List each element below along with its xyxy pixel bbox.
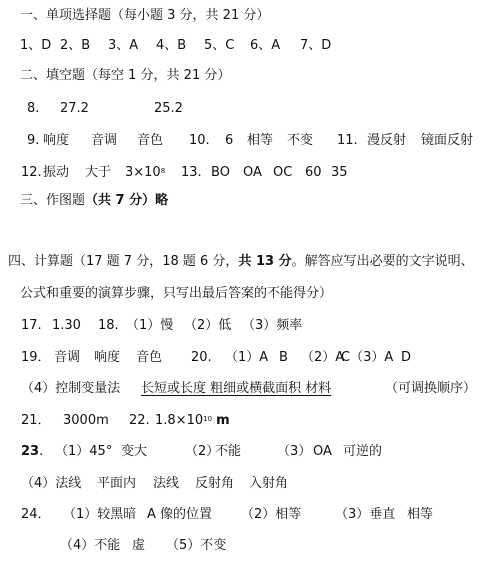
answer-2: 2、B <box>60 38 91 53</box>
section4-heading: 四、计算题（17 题 7 分，18 题 6 分，共 13 分。解答应写出必要的文字说明、 <box>8 254 474 269</box>
q9-number: 9. <box>27 133 40 148</box>
q23-item: OA <box>313 444 332 459</box>
q13-item: OA <box>243 165 262 180</box>
q9-item: 音调 <box>91 133 118 148</box>
q17-value: 1.30 <box>52 318 81 333</box>
q10-number: 10. <box>189 133 210 148</box>
q23-item: 不能 <box>215 444 242 459</box>
q13-number: 13. <box>181 165 202 180</box>
q11-number: 11. <box>337 133 358 148</box>
q23-line2-item: 平面内 <box>97 476 137 491</box>
q21-q22-line <box>21 413 230 429</box>
q17-q18-line <box>21 318 302 334</box>
q13-item: 35 <box>331 165 348 180</box>
q23-line2-item: （4）法线 <box>21 476 82 491</box>
q23-number: 23. <box>21 444 44 459</box>
q23-line <box>21 444 382 460</box>
q19-number: 19． <box>21 350 51 365</box>
q12-number: 12. <box>21 165 42 180</box>
q13-item: 60 <box>305 165 322 180</box>
q24-item: A 像的位置 <box>147 507 213 522</box>
answer-7: 7、D <box>300 38 332 53</box>
q24-line2-item: （4）不能 <box>60 538 121 553</box>
q21-number: 21． <box>21 413 51 428</box>
q24-item: （3）垂直 <box>335 507 396 522</box>
section4-heading-line2: 公式和重要的演算步骤，只写出最后答案的不能得分） <box>20 286 333 301</box>
q19-q20-line <box>21 350 411 366</box>
q10-item: 相等 <box>247 133 274 148</box>
q12-value: $3\times 10^8$ <box>125 165 166 180</box>
q20-item: B <box>279 350 288 365</box>
answer-3: 3、A <box>108 38 139 53</box>
q24-line2 <box>60 538 226 554</box>
q20-line2-suffix: （可调换顺序） <box>385 381 477 396</box>
q23-line2 <box>21 476 288 492</box>
section3-heading: 三、作图题（共 7 分）略 <box>20 193 169 208</box>
q12-item: 振动 <box>43 165 70 180</box>
q9-item: 音色 <box>137 133 164 148</box>
q24-line2-item: 虚 <box>132 538 146 553</box>
q24-item: （2）相等 <box>241 507 302 522</box>
q23-line2-item: 法线 <box>153 476 180 491</box>
q11-item: 漫反射 <box>367 133 407 148</box>
section1-heading: 一、单项选择题（每小题 3 分，共 21 分） <box>20 8 270 23</box>
q23-item: （1）45° <box>55 444 113 459</box>
q8-answer-b: 25.2 <box>154 101 183 116</box>
q23-item: 变大 <box>121 444 148 459</box>
q23-line2-item: 反射角 <box>195 476 235 491</box>
q9-q11-line <box>27 133 473 149</box>
q11-item: 镜面反射 <box>421 133 474 148</box>
q24-line2-item: （5）不变 <box>166 538 227 553</box>
q20-line2 <box>21 381 476 397</box>
q12-item: 大于 <box>85 165 112 180</box>
q23-item: （3） <box>277 444 312 459</box>
q19-item: 音调 <box>54 350 81 365</box>
q13-item: BO <box>211 165 230 180</box>
q24-item: （1）较黑暗 <box>63 507 137 522</box>
q20-item: C（3）A <box>341 350 394 365</box>
q20-number: 20. <box>191 350 212 365</box>
q12-q13-line <box>21 165 348 181</box>
q20-item: （1）A <box>225 350 269 365</box>
q10-item: 不变 <box>287 133 314 148</box>
q19-item: 响度 <box>94 350 121 365</box>
q21-value: 3000m <box>63 413 109 428</box>
q23-item: （2） <box>185 444 220 459</box>
section1-answers <box>20 38 331 54</box>
q20-item: （2）A <box>301 350 345 365</box>
q22-number: 22. <box>129 413 150 428</box>
q13-item: OC <box>273 165 293 180</box>
q20-line2-underlined: 长短或长度 粗细或横截面积 材料 <box>141 381 332 396</box>
q24-line <box>21 507 433 523</box>
q24-item: 相等 <box>407 507 434 522</box>
q17-number: 17. <box>21 318 42 333</box>
answer-4: 4、B <box>156 38 187 53</box>
answer-5: 5、C <box>204 38 235 53</box>
section2-heading: 二、填空题（每空 1 分，共 21 分） <box>20 68 231 83</box>
q8-answer-a: 27.2 <box>60 101 89 116</box>
q18-number: 18. <box>98 318 119 333</box>
q18-item: （2）低 <box>184 318 232 333</box>
q18-item: （3）频率 <box>242 318 303 333</box>
q19-item: 音色 <box>136 350 163 365</box>
q23-line2-item: 入射角 <box>249 476 289 491</box>
q10-item: 6 <box>225 133 234 148</box>
q8-line <box>27 101 183 117</box>
answer-1: 1、D <box>20 38 52 53</box>
q20-line2-prefix: （4）控制变量法 <box>21 381 121 396</box>
q20-item: D <box>401 350 412 365</box>
q23-item: 可逆的 <box>343 444 383 459</box>
q18-item: （1）慢 <box>126 318 174 333</box>
q24-number: 24． <box>21 507 51 522</box>
q9-item: 响度 <box>43 133 70 148</box>
q8-number: 8. <box>27 101 40 116</box>
q22-value: $1.8\times 10^{10}$ m <box>155 413 230 428</box>
answer-6: 6、A <box>250 38 281 53</box>
